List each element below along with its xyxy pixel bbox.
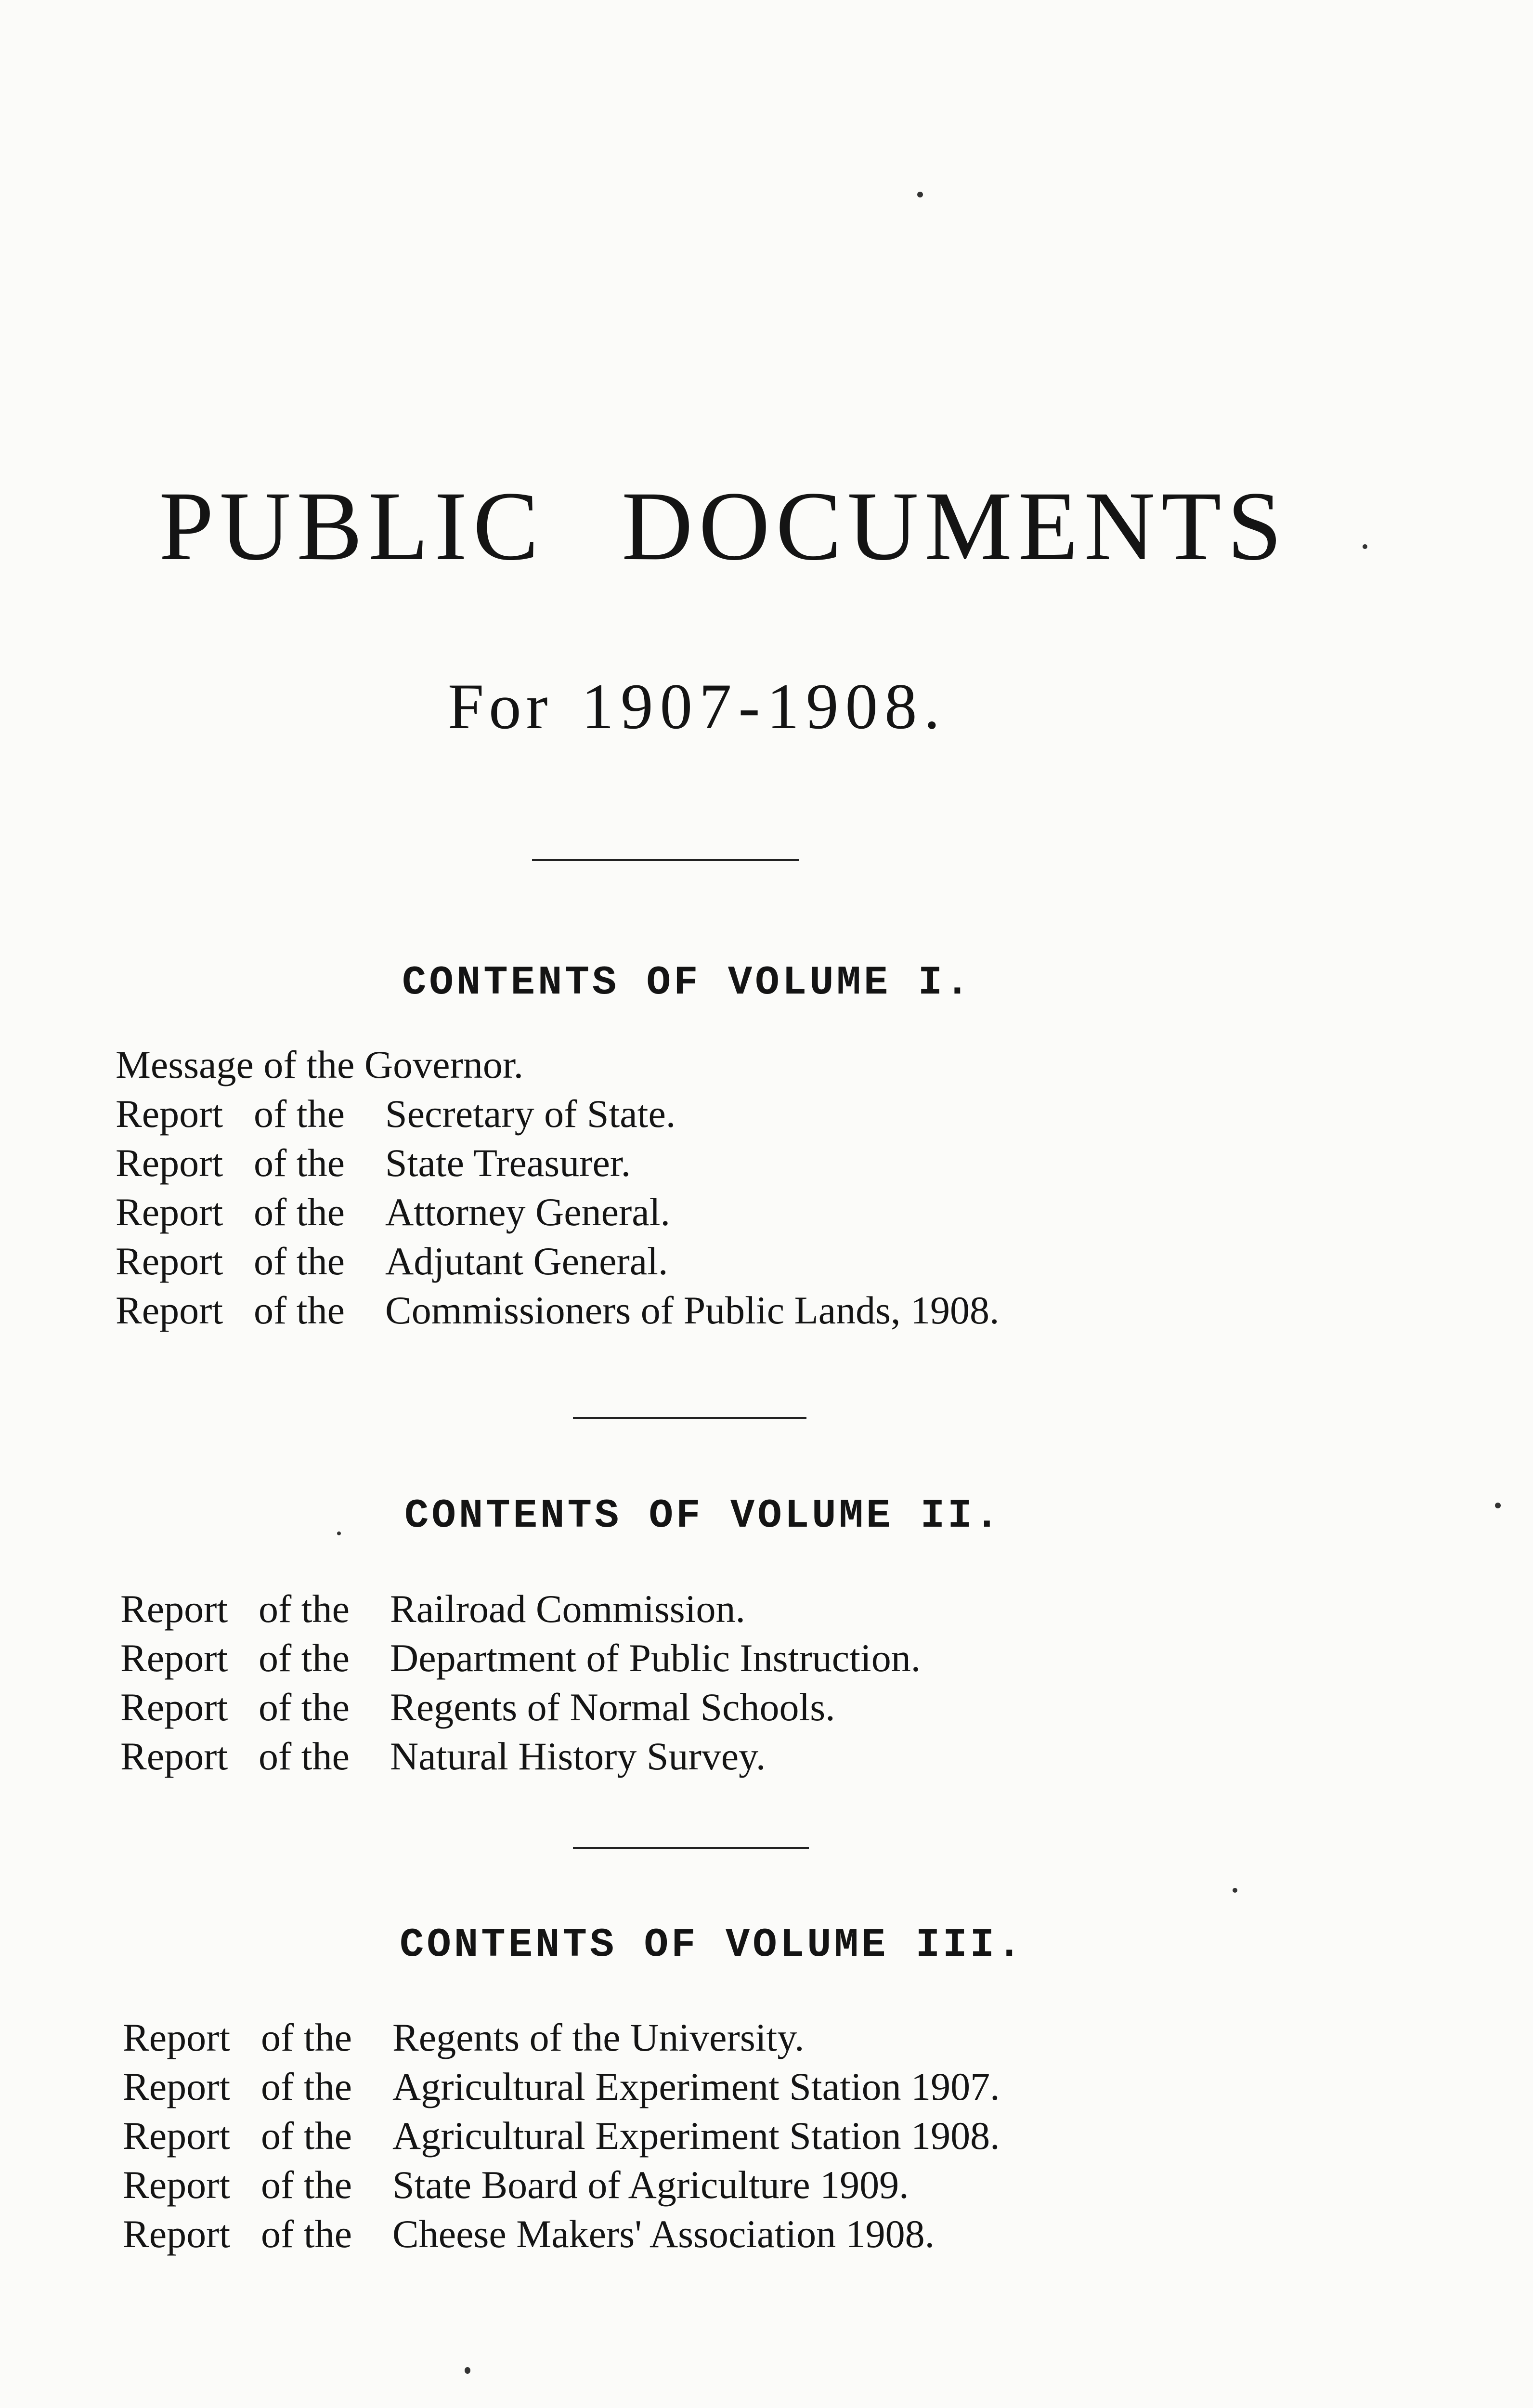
divider-rule (532, 859, 799, 861)
list-item-subject: Agricultural Experiment Station 1908. (392, 2114, 1000, 2158)
list-item-of-the: of the (254, 1092, 345, 1136)
subtitle (448, 671, 947, 743)
page-title (159, 471, 1288, 581)
list-item-of-the: of the (259, 1636, 350, 1680)
list-item-of-the: of the (261, 2163, 352, 2207)
volume-heading: CONTENTS OF VOLUME III. (400, 1923, 1025, 1968)
list-item-report: Report (123, 2212, 231, 2256)
divider-rule (573, 1417, 806, 1419)
list-item-of-the: of the (259, 1587, 350, 1631)
list-item-subject: Department of Public Instruction. (390, 1636, 921, 1680)
list-item-report: Report (116, 1239, 223, 1283)
list-item-report: Report (120, 1734, 228, 1778)
list-item-report: Report (116, 1092, 223, 1136)
scan-speck (337, 1531, 341, 1535)
divider-rule (573, 1847, 809, 1849)
list-item-of-the: of the (254, 1190, 345, 1234)
list-item-report: Report (123, 2015, 231, 2059)
list-item-subject: Attorney General. (385, 1190, 670, 1234)
list-item-subject: State Treasurer. (385, 1141, 631, 1185)
scan-speck (1233, 1888, 1237, 1893)
title-word-public: PUBLIC (159, 471, 545, 581)
list-item-of-the: of the (259, 1685, 350, 1729)
list-item-report: Report (116, 1190, 223, 1234)
list-item-report: Report (123, 2065, 231, 2108)
list-item-of-the: of the (261, 2212, 352, 2256)
scan-speck (465, 2367, 470, 2374)
volume-heading: CONTENTS OF VOLUME II. (404, 1493, 1002, 1539)
list-item-report: Report (120, 1587, 228, 1631)
list-item-of-the: of the (259, 1734, 350, 1778)
list-item-of-the: of the (254, 1141, 345, 1185)
scan-speck (1495, 1503, 1501, 1508)
list-item-subject: Commissioners of Public Lands, 1908. (385, 1288, 1000, 1332)
list-item-report: Report (116, 1141, 223, 1185)
list-item-subject: Regents of the University. (392, 2015, 805, 2059)
list-item-of-the: of the (254, 1288, 345, 1332)
scan-speck (917, 192, 923, 197)
list-item-report: Report (123, 2163, 231, 2207)
list-item-of-the: of the (261, 2114, 352, 2158)
title-word-documents: DOCUMENTS (622, 471, 1288, 581)
subtitle-years: 1907-1908. (581, 671, 947, 743)
list-item-subject: State Board of Agriculture 1909. (392, 2163, 909, 2207)
list-item-subject: Regents of Normal Schools. (390, 1685, 835, 1729)
list-item-of-the: of the (261, 2015, 352, 2059)
subtitle-prefix: For (448, 671, 553, 743)
scan-speck (1363, 544, 1367, 549)
list-item-subject: Railroad Commission. (390, 1587, 745, 1631)
list-item-of-the: of the (254, 1239, 345, 1283)
list-item-subject: Natural History Survey. (390, 1734, 766, 1778)
list-item-report: Report (120, 1636, 228, 1680)
list-item-text: Message of the Governor. (116, 1043, 524, 1086)
list-item-report: Report (120, 1685, 228, 1729)
list-item-report: Report (116, 1288, 223, 1332)
volume-heading: CONTENTS OF VOLUME I. (402, 960, 973, 1006)
list-item-subject: Agricultural Experiment Station 1907. (392, 2065, 1000, 2108)
list-item-report: Report (123, 2114, 231, 2158)
list-item-subject: Secretary of State. (385, 1092, 676, 1136)
list-item-subject: Cheese Makers' Association 1908. (392, 2212, 935, 2256)
list-item-of-the: of the (261, 2065, 352, 2108)
list-item-subject: Adjutant General. (385, 1239, 668, 1283)
